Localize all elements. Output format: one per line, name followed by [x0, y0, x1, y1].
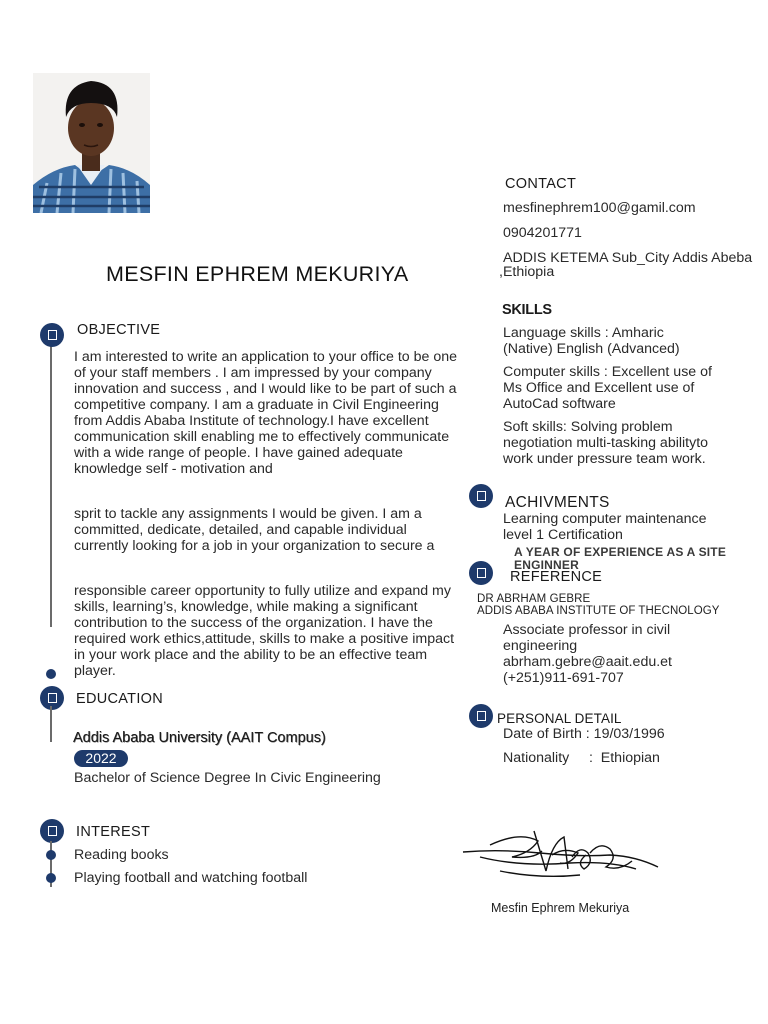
education-year-badge: 2022	[74, 750, 128, 767]
contact-heading: CONTACT	[505, 176, 577, 192]
achievements-icon	[469, 484, 493, 508]
reference-email: abrham.gebre@aait.edu.et	[503, 654, 672, 670]
reference-icon	[469, 561, 493, 585]
reference-phone: (+251)911-691-707	[503, 670, 624, 686]
education-heading: EDUCATION	[76, 691, 164, 707]
signature-name: Mesfin Ephrem Mekuriya	[491, 901, 630, 915]
skill-language: Language skills : Amharic (Native) English (Advanced)	[503, 325, 680, 357]
timeline-dot	[46, 669, 56, 679]
personal-detail-heading: PERSONAL DETAIL	[497, 711, 622, 726]
contact-phone: 0904201771	[503, 225, 582, 241]
reference-heading: REFERENCE	[510, 569, 603, 585]
contact-address-country: ,Ethiopia	[499, 264, 555, 280]
education-icon	[40, 686, 64, 710]
reference-title: Associate professor in civil engineering	[503, 622, 671, 654]
achievements-heading: ACHIVMENTS	[505, 494, 610, 511]
education-degree: Bachelor of Science Degree In Civic Engineering	[74, 770, 381, 786]
objective-paragraph-3: responsible career opportunity to fully utilize and expand my skills, learning’s, knowledge, while making a significant contribution to the success of the organization. I have the required work ethics,attitude, skills to make a positive impact in your work place and the ability to be an effective team player.	[74, 583, 455, 679]
profile-photo	[33, 73, 150, 213]
interest-icon	[40, 819, 64, 843]
skills-heading: SKILLS	[502, 302, 552, 318]
date-of-birth: Date of Birth : 19/03/1996	[503, 726, 665, 742]
contact-address: ADDIS KETEMA Sub_City Addis Abeba	[503, 250, 753, 266]
contact-email: mesfinephrem100@gamil.com	[503, 200, 696, 216]
timeline-dot	[46, 850, 56, 860]
skill-computer: Computer skills : Excellent use of Ms Office and Excellent use of AutoCad software	[503, 364, 712, 412]
reference-institute: ADDIS ABABA INSTITUTE OF THECNOLOGY	[477, 605, 720, 617]
objective-heading: OBJECTIVE	[77, 322, 161, 338]
skill-soft: Soft skills: Solving problem negotiation multi-tasking abilityto work under pressure team work.	[503, 419, 709, 467]
interest-heading: INTEREST	[76, 824, 151, 840]
achievement-item: Learning computer maintenance level 1 Certification	[503, 511, 707, 543]
interest-item: Reading books	[74, 847, 169, 863]
objective-paragraph-2: sprit to tackle any assignments I would be given. I am a committed, dedicate, detailed, and capable individual currently looking for a job in your organization to secure a	[74, 506, 435, 554]
interest-item: Playing football and watching football	[74, 870, 308, 886]
achievement-experience: A YEAR OF EXPERIENCE AS A SITE ENGINNER	[514, 545, 727, 572]
education-university: Addis Ababa University (AAIT Compus)	[73, 730, 326, 746]
handwritten-signature	[460, 823, 665, 885]
timeline-line	[50, 706, 52, 742]
reference-name: DR ABRHAM GEBRE	[477, 593, 591, 605]
timeline-dot	[46, 873, 56, 883]
objective-paragraph-1: I am interested to write an application to your office to be one of your staff members . I am impressed by your company innovation and success , and I would like to be part of such a competitive company. I am a graduate in Civil Engineering from Addis Ababa Institute of technology.I have excellent communication skill enabling me to effectively communicate with a wide range of people. I have gained adequate knowledge self - motivation and	[74, 349, 458, 477]
objective-icon	[40, 323, 64, 347]
candidate-name: MESFIN EPHREM MEKURIYA	[106, 262, 409, 286]
personal-detail-icon	[469, 704, 493, 728]
timeline-line	[50, 341, 52, 627]
nationality: Nationality : Ethiopian	[503, 750, 660, 766]
